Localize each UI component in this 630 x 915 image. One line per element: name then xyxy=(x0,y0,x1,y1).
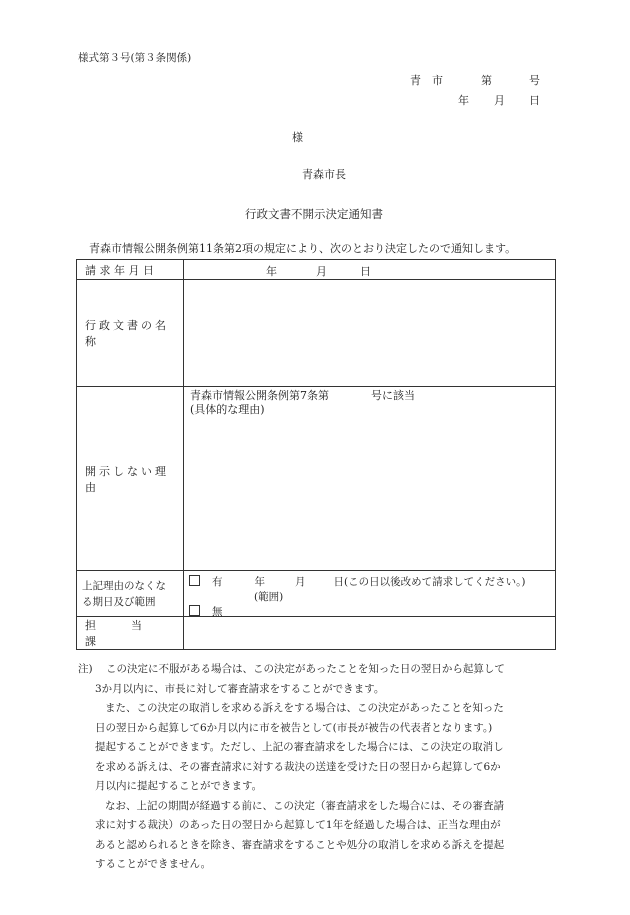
note-3-line1: なお、上記の期間が経過する前に、この決定（審査請求をした場合には、その審査請 xyxy=(105,799,504,812)
period-year: 年 xyxy=(254,576,265,588)
period-month: 月 xyxy=(295,576,306,588)
doc-name-label xyxy=(77,280,184,387)
issuer: 青森市長 xyxy=(302,168,346,181)
reason-value xyxy=(184,387,556,571)
dept-label xyxy=(77,617,184,650)
note-1-line1: この決定に不服がある場合は、この決定があったことを知った日の翌日から起算して xyxy=(105,663,505,675)
note-2-line4: を求める訴えは、その審査請求に対する裁決の送達を受けた日の翌日から起算して6か xyxy=(95,760,501,773)
note-3-line3: あると認められるときを除き、審査請求をすることや処分の取消しを求める訴えを提起 xyxy=(95,838,505,851)
reason-specific: (具体的な理由) xyxy=(190,403,265,416)
issue-month: 月 xyxy=(494,94,505,107)
table-row xyxy=(77,387,556,571)
request-year: 年 xyxy=(266,265,277,278)
notice-table xyxy=(76,259,556,650)
period-value xyxy=(184,571,556,617)
reason-article-suffix: 号に該当 xyxy=(371,389,415,402)
request-month: 月 xyxy=(316,265,327,278)
ref-dai: 第 xyxy=(481,74,492,87)
note-2-line2: 日の翌日から起算して6か月以内に市を被告として(市長が被告の代表者となります。) xyxy=(95,721,493,734)
reason-article xyxy=(190,389,555,403)
note-2-line3: 提起することができます。ただし、上記の審査請求をした場合には、この決定の取消し xyxy=(95,741,504,753)
note-1 xyxy=(78,660,558,680)
doc-name-label-text: 行政文書の名称 xyxy=(85,319,169,348)
page-title: 行政文書不開示決定通知書 xyxy=(245,207,383,221)
period-no-label: 無 xyxy=(212,606,223,618)
ref-go: 号 xyxy=(529,74,540,87)
note-label: 注) xyxy=(78,663,93,675)
period-yes-checkbox[interactable] xyxy=(189,575,200,586)
notes-section xyxy=(78,660,558,875)
request-date-value xyxy=(184,260,556,280)
period-day-note: 日(この日以後改めて請求してください。) xyxy=(333,576,526,588)
reason-article-prefix: 青森市情報公開条例第7条第 xyxy=(190,389,329,402)
issue-day: 日 xyxy=(529,94,540,107)
table-row xyxy=(77,571,556,617)
doc-name-value xyxy=(184,280,556,387)
period-no-checkbox[interactable] xyxy=(189,605,200,616)
request-date-label-text: 請 求 年 月 日 xyxy=(85,263,154,277)
period-label-line2: る期日及び範囲 xyxy=(82,595,156,608)
intro-text: 青森市情報公開条例第11条第2項の規定により、次のとおり決定したので通知します。 xyxy=(89,242,517,255)
reason-label xyxy=(77,387,184,571)
table-row xyxy=(77,280,556,387)
period-label-line1: 上記理由のなくな xyxy=(82,579,166,592)
issue-year: 年 xyxy=(458,94,469,107)
period-yes-label: 有 xyxy=(212,576,223,588)
dept-value xyxy=(184,617,556,650)
table-row xyxy=(77,260,556,280)
reason-label-text: 開示しない理由 xyxy=(85,464,169,494)
addressee-suffix: 様 xyxy=(292,131,303,144)
ref-city: 青 市 xyxy=(410,74,443,87)
note-1-line2: 3か月以内に、市長に対して審査請求をすることができます。 xyxy=(95,682,385,695)
note-2-line5: 月以内に提起することができます。 xyxy=(95,780,263,792)
request-date-label xyxy=(77,260,184,280)
request-day: 日 xyxy=(360,265,371,278)
note-3-line4: することができません。 xyxy=(95,858,212,870)
note-3-line2: 求に対する裁決）のあった日の翌日から起算して1年を経過した場合は、正当な理由が xyxy=(95,819,501,831)
period-range: (範囲) xyxy=(254,591,284,603)
dept-label-text: 担 当 課 xyxy=(85,619,177,648)
form-number: 様式第３号(第３条関係) xyxy=(78,52,192,64)
note-2-line1: また、この決定の取消しを求める訴えをする場合は、この決定があったことを知った xyxy=(105,702,504,714)
period-label xyxy=(77,571,184,617)
table-row xyxy=(77,617,556,650)
